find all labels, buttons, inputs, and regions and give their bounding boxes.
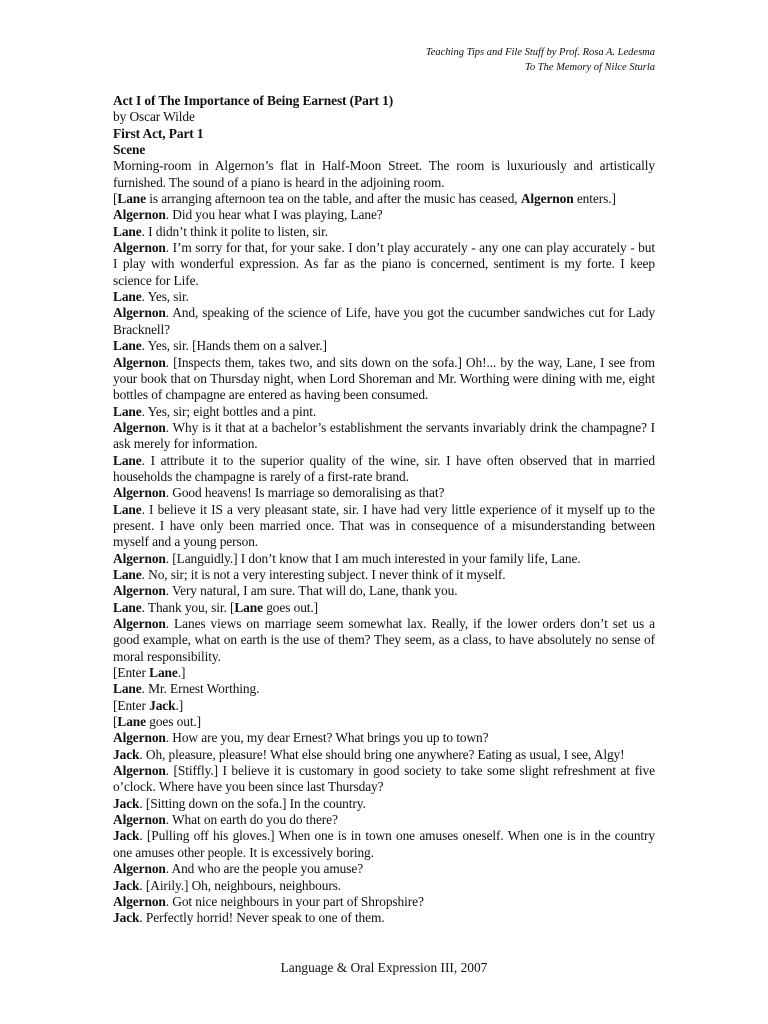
stage-direction (113, 698, 655, 714)
speaker-name: Jack (113, 795, 140, 811)
dialogue-line (113, 240, 655, 289)
line-text: . I believe it IS a very pleasant state, sir. I have had very little experience of it myself up to the present. I have only been married once. That was in consequence of a misunderstanding between myself and a young person. (113, 501, 655, 550)
line-text: [Enter (113, 665, 150, 681)
dialogue-line (113, 894, 655, 910)
line-text: . No, sir; it is not a very interesting subject. I never think of it myself. (141, 566, 506, 582)
line-text: . [Stiffly.] I believe it is customary in good society to take some slight refreshment at five o’clock. Where have you been since last Thursday? (113, 763, 655, 795)
speaker-name: Lane (113, 599, 142, 615)
dialogue-line (113, 616, 655, 665)
stage-direction (113, 191, 655, 207)
dialogue-line (113, 502, 655, 551)
dialogue-line (113, 747, 655, 763)
line-text: .] (177, 665, 186, 681)
speaker-name: Lane (113, 289, 142, 305)
line-text: goes out.] (145, 714, 202, 730)
speaker-name: Algernon (113, 893, 166, 909)
dialogue-line (113, 600, 655, 616)
header-dedication: To The Memory of Nilce Sturla (525, 62, 655, 73)
dialogue-line (113, 812, 655, 828)
header-credit: Teaching Tips and File Stuff by Prof. Rosa A. Ledesma (425, 47, 655, 58)
speaker-name: Algernon (113, 861, 166, 877)
speaker-name: Algernon (113, 240, 166, 256)
line-text: [ (113, 714, 118, 730)
line-text: . I’m sorry for that, for your sake. I don’t play accurately - any one can play accurately - but I play with wonderful expression. As far as the piano is concerned, sentiment is my forte. I keep science for Life. (113, 240, 655, 288)
dialogue-line (113, 355, 655, 404)
dialogue-line (113, 567, 655, 583)
speaker-name: Lane (113, 566, 142, 582)
line-text: . What on earth do you do there? (165, 812, 338, 828)
line-text: . Yes, sir. [Hands them on a salver.] (141, 338, 327, 354)
character-name: Algernon (520, 191, 574, 207)
line-text: . [Languidly.] I don’t know that I am much interested in your family life, Lane. (165, 550, 581, 566)
speaker-name: Algernon (113, 207, 166, 223)
speaker-name: Algernon (113, 730, 166, 746)
line-text: is arranging afternoon tea on the table, and after the music has ceased, (145, 191, 521, 207)
speaker-name: Lane (113, 501, 142, 517)
character-name: Lane (234, 599, 263, 615)
dialogue-line (113, 551, 655, 567)
dialogue-line (113, 224, 655, 240)
line-text: enters.] (573, 191, 616, 207)
speaker-name: Algernon (113, 616, 166, 631)
stage-direction (113, 714, 655, 730)
speaker-name: Algernon (113, 485, 166, 501)
line-text: . Oh, pleasure, pleasure! What else should bring one anywhere? Eating as usual, I see, Algy! (139, 746, 625, 762)
speaker-name: Algernon (113, 354, 166, 370)
line-text: . And who are the people you amuse? (165, 861, 364, 877)
dialogue-line (113, 420, 655, 453)
line-text: . Yes, sir. (141, 289, 189, 305)
line-text: . Perfectly horrid! Never speak to one of them. (139, 910, 385, 926)
dialogue-line (113, 338, 655, 354)
speaker-name: Algernon (113, 550, 166, 566)
document-author: by Oscar Wilde (113, 109, 195, 125)
speaker-name: Lane (113, 452, 142, 468)
dialogue-line (113, 583, 655, 599)
speaker-name: Jack (113, 877, 140, 893)
speaker-name: Algernon (113, 305, 166, 321)
line-text: . Got nice neighbours in your part of Shropshire? (165, 893, 424, 909)
dialogue-line (113, 910, 655, 926)
line-text: Morning-room in Algernon’s flat in Half-Moon Street. The room is luxuriously and artistically furnished. The sound of a piano is heard in the adjoining room. (113, 158, 655, 190)
line-text: .] (175, 697, 184, 713)
document-body (113, 93, 655, 927)
dialogue-line (113, 305, 655, 338)
dialogue-line (113, 730, 655, 746)
line-text: . Lanes views on marriage seem somewhat lax. Really, if the lower orders don’t set us a good example, what on earth is the use of them? They seem, as a class, to have absolutely no sense of moral responsibility. (113, 616, 655, 664)
speaker-name: Jack (113, 828, 140, 844)
line-text: [Enter (113, 697, 150, 713)
stage-direction (113, 665, 655, 681)
speaker-name: Jack (113, 910, 140, 926)
dialogue-line (113, 796, 655, 812)
dialogue-line (113, 485, 655, 501)
document-footer: Language & Oral Expression III, 2007 (280, 960, 488, 975)
dialogue-line (113, 404, 655, 420)
dialogue-line (113, 828, 655, 861)
line-text: . Good heavens! Is marriage so demoralising as that? (165, 485, 445, 501)
dialogue-line (113, 681, 655, 697)
dialogue-line (113, 289, 655, 305)
character-name: Lane (117, 714, 146, 730)
line-text: . Yes, sir; eight bottles and a pint. (141, 403, 317, 419)
script-lines (113, 158, 655, 926)
line-text: . Mr. Ernest Worthing. (141, 681, 260, 697)
line-text: . I attribute it to the superior quality of the wine, sir. I have often observed that in married households the champagne is rarely of a first-rate brand. (113, 452, 655, 484)
scene-heading: Scene (113, 142, 146, 158)
speaker-name: Algernon (113, 419, 166, 435)
line-text: . Did you hear what I was playing, Lane? (165, 207, 383, 223)
act-part-heading: First Act, Part 1 (113, 125, 204, 141)
character-name: Jack (149, 697, 176, 713)
line-text: . Thank you, sir. [ (141, 599, 235, 615)
speaker-name: Lane (113, 338, 142, 354)
dialogue-line (113, 878, 655, 894)
line-text: . How are you, my dear Ernest? What brings you up to town? (165, 730, 489, 746)
document-header (426, 45, 655, 75)
speaker-name: Lane (113, 403, 142, 419)
speaker-name: Algernon (113, 583, 166, 599)
speaker-name: Algernon (113, 812, 166, 828)
line-text: . And, speaking of the science of Life, have you got the cucumber sandwiches cut for Lady Bracknell? (113, 305, 655, 337)
line-text: goes out.] (262, 599, 319, 615)
dialogue-line (113, 763, 655, 796)
line-text: . I didn’t think it polite to listen, sir. (141, 223, 328, 239)
dialogue-line (113, 861, 655, 877)
line-text: [ (113, 191, 118, 207)
line-text: . [Pulling off his gloves.] When one is in town one amuses oneself. When one is in the country one amuses other people. It is excessively boring. (113, 828, 655, 860)
speaker-name: Lane (113, 681, 142, 697)
line-text: . [Inspects them, takes two, and sits down on the sofa.] Oh!... by the way, Lane, I see from your book that on Thursday night, when Lord Shoreman and Mr. Worthing were dining with me, eight bottles of champagne are entered as having been consumed. (113, 354, 655, 403)
line-text: . Very natural, I am sure. That will do, Lane, thank you. (165, 583, 458, 599)
dialogue-line (113, 453, 655, 486)
character-name: Lane (149, 665, 178, 681)
document-title: Act I of The Importance of Being Earnest (Part 1) (113, 93, 394, 108)
dialogue-line (113, 207, 655, 223)
speaker-name: Jack (113, 746, 140, 762)
scene-description (113, 158, 655, 191)
line-text: . [Airily.] Oh, neighbours, neighbours. (139, 877, 342, 893)
character-name: Lane (117, 191, 146, 207)
speaker-name: Lane (113, 223, 142, 239)
line-text: . [Sitting down on the sofa.] In the country. (139, 795, 366, 811)
line-text: . Why is it that at a bachelor’s establishment the servants invariably drink the champagne? I ask merely for information. (113, 419, 655, 452)
speaker-name: Algernon (113, 763, 166, 779)
